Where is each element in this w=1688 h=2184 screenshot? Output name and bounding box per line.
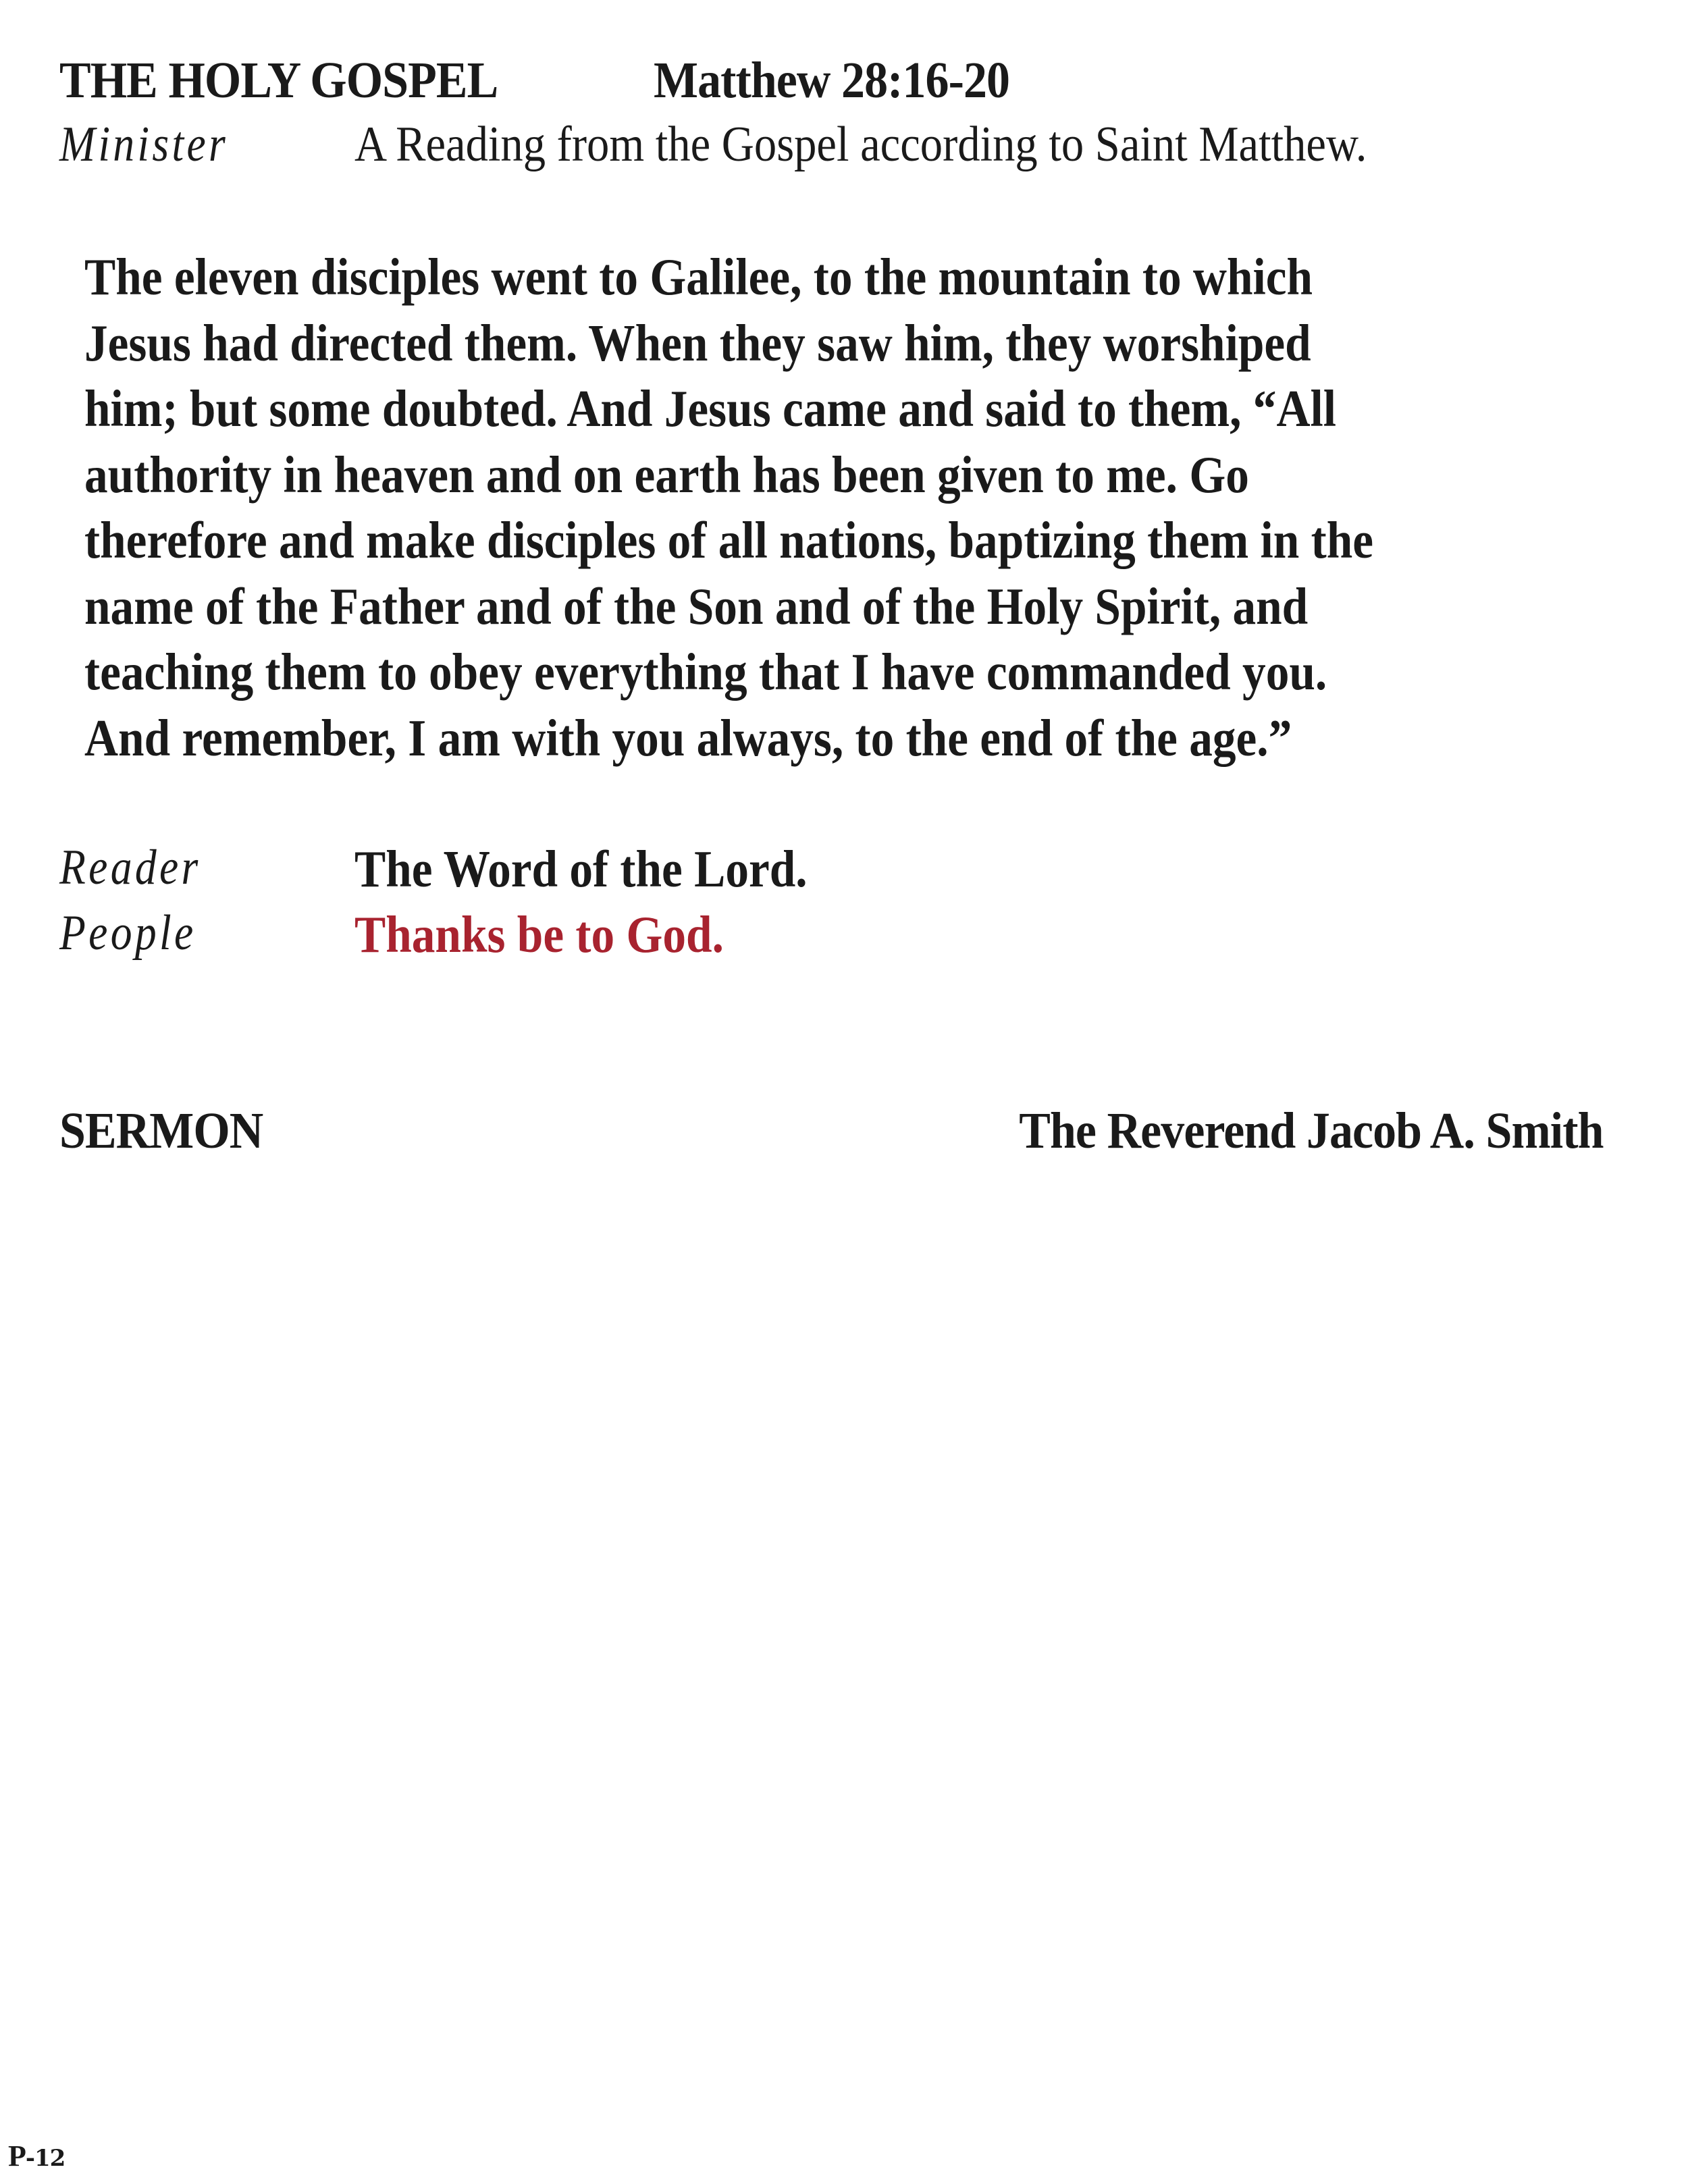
sermon-heading: SERMON: [59, 1102, 263, 1159]
reading-line: name of the Father and of the Son and of the Holy Spirit, and: [84, 577, 1309, 635]
blackletter-p-glyph: P: [8, 2139, 26, 2173]
preacher-name: The Reverend Jacob A. Smith: [1019, 1102, 1604, 1159]
section-title: THE HOLY GOSPEL: [59, 52, 498, 109]
reading-line: teaching them to obey everything that I have commanded you.: [84, 643, 1327, 701]
reading-line: him; but some doubted. And Jesus came and said to them, “All: [84, 379, 1337, 437]
reading-line: Jesus had directed them. When they saw him, they worshiped: [84, 313, 1311, 372]
minister-role-label: Minister: [59, 117, 229, 172]
reading-line: The eleven disciples went to Galilee, to the mountain to which: [84, 248, 1313, 306]
people-role-label: People: [59, 905, 196, 961]
page-number: [8, 2139, 65, 2173]
reader-role-label: Reader: [59, 840, 201, 895]
reading-line: authority in heaven and on earth has been given to me. Go: [84, 445, 1249, 504]
scripture-citation: Matthew 28:16-20: [654, 52, 1010, 109]
reading-line: therefore and make disciples of all nations, baptizing them in the: [84, 511, 1374, 569]
minister-announcement: A Reading from the Gospel according to Saint Matthew.: [354, 117, 1367, 172]
reading-line: And remember, I am with you always, to the end of the age.”: [84, 708, 1292, 767]
people-response: Thanks be to God.: [354, 905, 724, 963]
reader-versicle: The Word of the Lord.: [354, 840, 808, 898]
gospel-reading-text: [84, 244, 1373, 771]
page-number-value: -12: [25, 2145, 65, 2172]
